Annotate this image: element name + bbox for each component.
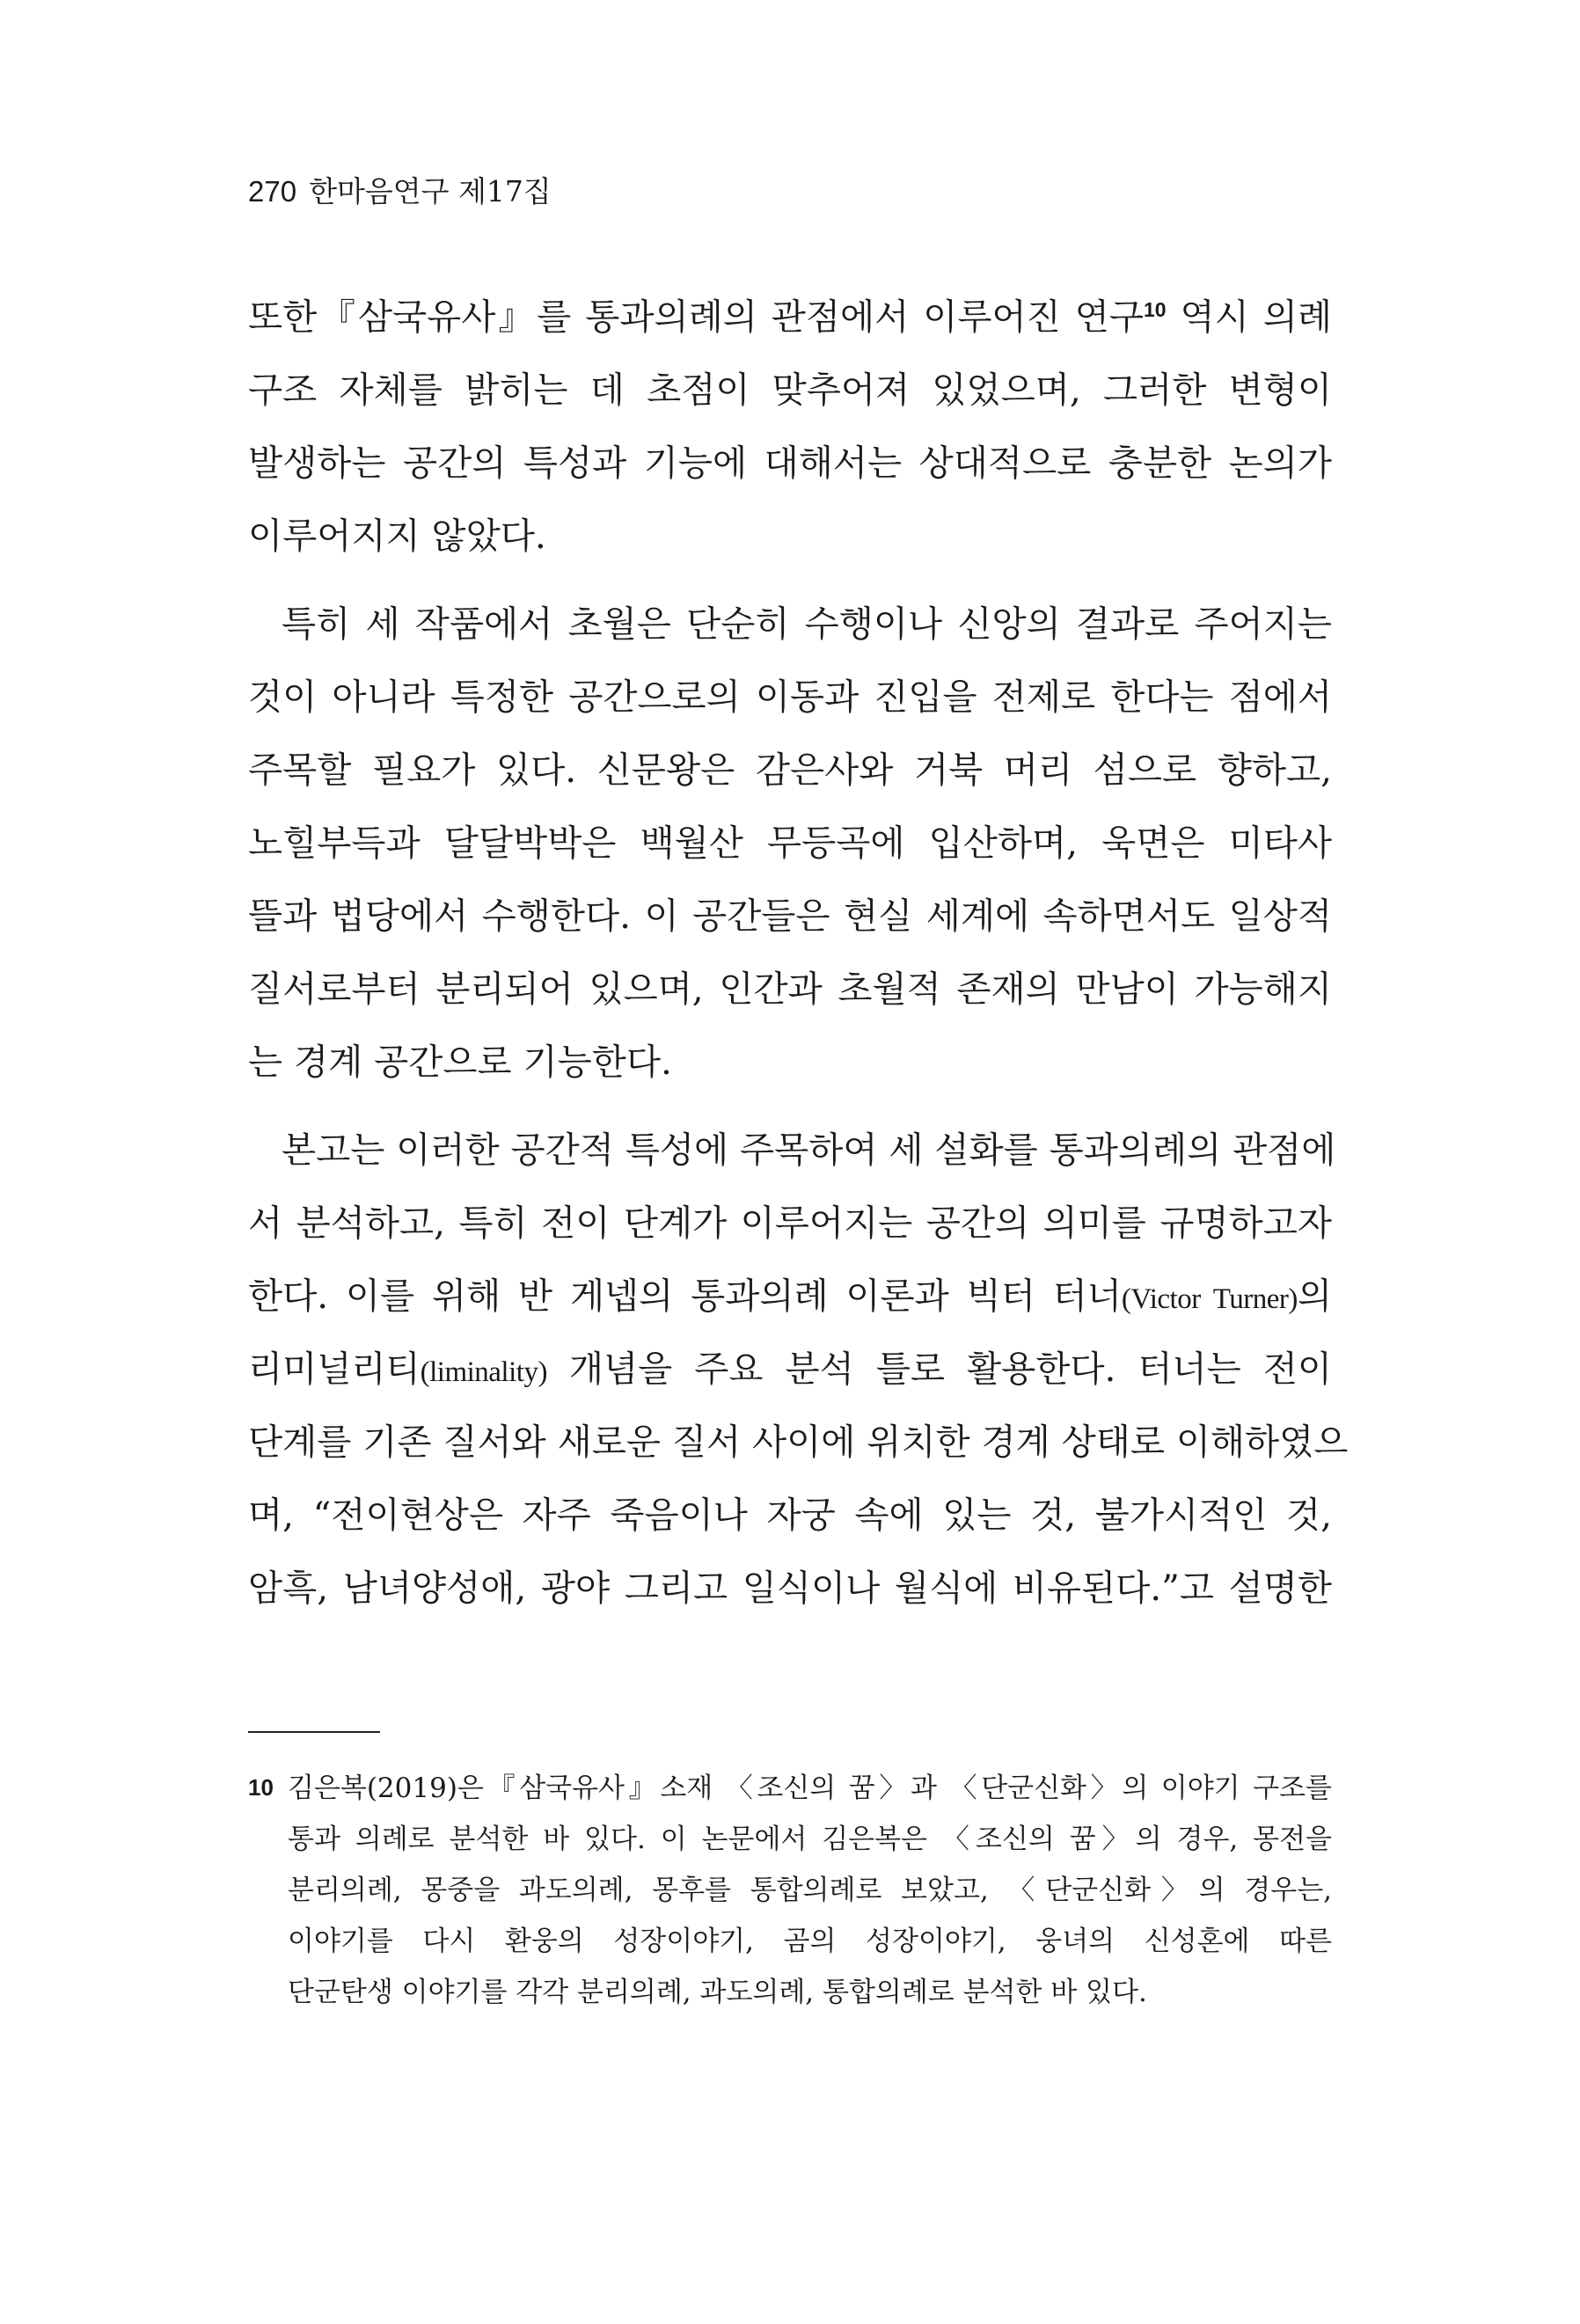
body-line: 질서로부터 분리되어 있으며, 인간과 초월적 존재의 만남이 가능해지	[248, 968, 1332, 1010]
footnote-line: 김은복(2019)은『삼국유사』소재 〈조신의 꿈〉과 〈단군신화〉의 이야기 구조를	[288, 1772, 1332, 1804]
footnote-line: 통과 의례로 분석한 바 있다. 이 논문에서 김은복은 〈조신의 꿈〉의 경우, 몽전을	[288, 1823, 1332, 1855]
body-line: 단계를 기존 질서와 새로운 질서 사이에 위치한 경계 상태로 이해하였으	[248, 1421, 1349, 1463]
body-line: 서 분석하고, 특히 전이 단계가 이루어지는 공간의 의미를 규명하고자	[248, 1202, 1332, 1244]
footnote-reference[interactable]: 10	[1143, 298, 1167, 321]
body-line: 또한『삼국유사』를 통과의례의 관점에서 이루어진 연구$^{10}$ 역시 의례	[248, 296, 1332, 338]
body-line: 이루어지지 않았다.	[248, 515, 546, 557]
footnote-line: 분리의례, 몽중을 과도의례, 몽후를 통합의례로 보았고, 〈단군신화〉의 경우는,	[288, 1875, 1332, 1906]
journal-title: 한마음연구 제17집	[309, 174, 552, 208]
running-header	[248, 171, 552, 213]
body-line: 는 경계 공간으로 기능한다.	[248, 1041, 672, 1083]
body-line: 노힐부득과 달달박박은 백월산 무등곡에 입산하며, 욱면은 미타사	[248, 822, 1332, 864]
body-line: 암흑, 남녀양성애, 광야 그리고 일식이나 월식에 비유된다.”고 설명한	[248, 1567, 1332, 1609]
footnote-number: 10	[248, 1774, 274, 1801]
body-line: 특히 세 작품에서 초월은 단순히 수행이나 신앙의 결과로 주어지는	[282, 603, 1332, 645]
body-line: 발생하는 공간의 특성과 기능에 대해서는 상대적으로 충분한 논의가	[248, 442, 1332, 484]
page-number: 270	[248, 175, 297, 208]
body-line: 한다. 이를 위해 반 게넵의 통과의례 이론과 빅터 터너(Victor Turner)의	[248, 1275, 1333, 1317]
body-line: 뜰과 법당에서 수행한다. 이 공간들은 현실 세계에 속하면서도 일상적	[248, 895, 1332, 937]
body-line: 구조 자체를 밝히는 데 초점이 맞추어져 있었으며, 그러한 변형이	[248, 369, 1332, 411]
body-line: 것이 아니라 특정한 공간으로의 이동과 진입을 전제로 한다는 점에서	[248, 676, 1332, 718]
footnote-line: 단군탄생 이야기를 각각 분리의례, 과도의례, 통합의례로 분석한 바 있다.	[288, 1977, 1147, 2008]
body-line: 주목할 필요가 있다. 신문왕은 감은사와 거북 머리 섬으로 향하고,	[248, 749, 1332, 791]
body-line: 며, “전이현상은 자주 죽음이나 자궁 속에 있는 것, 불가시적인 것,	[248, 1494, 1332, 1536]
body-line: 리미널리티(liminality) 개념을 주요 분석 틀로 활용한다. 터너는 전이	[248, 1348, 1332, 1390]
footnote-divider	[248, 1731, 380, 1733]
body-line: 본고는 이러한 공간적 특성에 주목하여 세 설화를 통과의례의 관점에	[282, 1129, 1336, 1171]
footnote-line: 이야기를 다시 환웅의 성장이야기, 곰의 성장이야기, 웅녀의 신성혼에 따른	[288, 1926, 1332, 1957]
